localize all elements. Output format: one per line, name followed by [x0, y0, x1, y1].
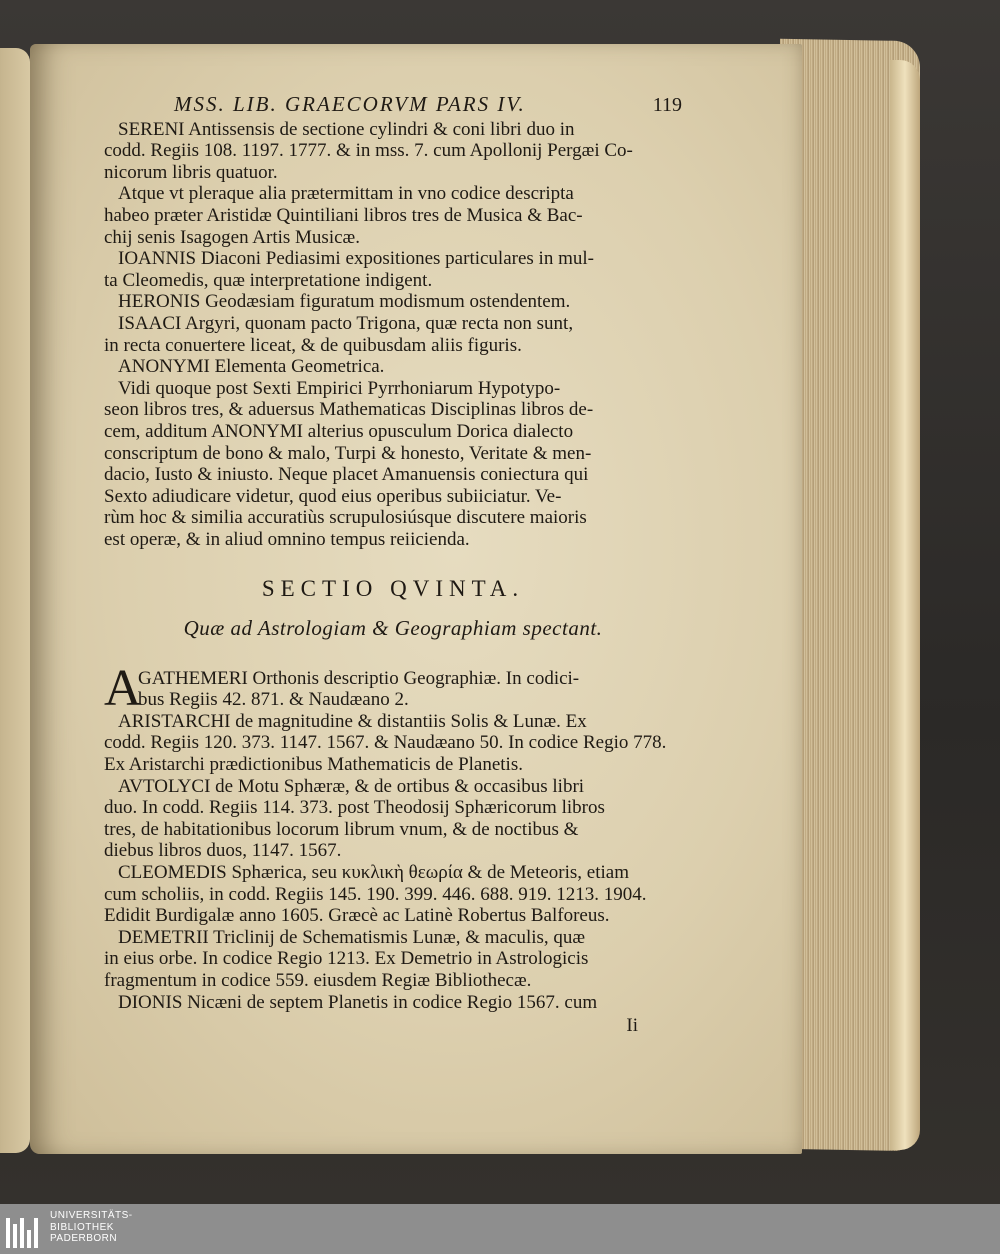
text-line: bus Regiis 42. 871. & Naudæano 2.	[138, 689, 409, 711]
text-line: tres, de habitationibus locorum librum vnum, & de noctibus &	[104, 818, 579, 840]
page-number: 119	[652, 94, 682, 116]
text-line: SERENI Antissensis de sectione cylindri & coni libri duo in	[118, 118, 575, 140]
paragraph	[104, 378, 682, 551]
text-line: duo. In codd. Regiis 114. 373. post Theodosij Sphæricorum libros	[104, 797, 605, 819]
text-line: Edidit Burdigalæ anno 1605. Græcè ac Latinè Robertus Balforeus.	[104, 905, 610, 927]
text-line: diebus libros duos, 1147. 1567.	[104, 840, 342, 862]
text-line: ANONYMI Elementa Geometrica.	[118, 356, 385, 378]
library-name-line: UNIVERSITÄTS-	[50, 1210, 133, 1221]
text-line: seon libros tres, & aduersus Mathematicas Disciplinas libros de-	[104, 399, 594, 421]
vellum-binding	[890, 60, 920, 1150]
section-subtitle: Quæ ad Astrologiam & Geographiam spectant.	[183, 616, 603, 641]
text-line: chij senis Isagogen Artis Musicæ.	[104, 226, 360, 248]
paragraph	[104, 356, 682, 378]
right-page	[30, 44, 802, 1154]
text-line: cum scholiis, in codd. Regiis 145. 190. 399. 446. 688. 919. 1213. 1904.	[104, 883, 647, 905]
paragraph	[104, 927, 682, 992]
text-line: ISAACI Argyri, quonam pacto Trigona, quæ recta non sunt,	[118, 312, 574, 334]
library-logo-icon	[6, 1212, 40, 1248]
text-line: ARISTARCHI de magnitudine & distantiis Solis & Lunæ. Ex	[118, 710, 587, 732]
paragraph	[104, 711, 682, 776]
paragraph	[104, 862, 682, 927]
text-line: dacio, Iusto & iniusto. Neque placet Amanuensis coniectura qui	[104, 464, 589, 486]
text-line: Sexto adiudicare videtur, quod eius operibus subiiciatur. Ve-	[104, 485, 562, 507]
text-line: habeo præter Aristidæ Quintiliani libros tres de Musica & Bac-	[104, 204, 583, 226]
text-line: est operæ, & in aliud omnino tempus reiicienda.	[104, 528, 470, 550]
section-title: SECTIO QVINTA.	[261, 576, 525, 602]
paragraph	[104, 291, 682, 313]
library-name	[50, 1210, 133, 1245]
text-line: rùm hoc & similia accuratiùs scrupulosiúsque discutere maioris	[104, 507, 587, 529]
paragraph	[104, 119, 682, 184]
text-line: Atque vt pleraque alia prætermittam in vno codice descripta	[118, 183, 574, 205]
signature-mark: Ii	[626, 1015, 638, 1037]
paragraph	[104, 248, 682, 291]
first-paragraph	[104, 659, 682, 717]
text-line: HERONIS Geodæsiam figuratum modismum ostendentem.	[118, 291, 571, 313]
paragraph	[104, 183, 682, 248]
top-paragraphs	[104, 119, 682, 551]
text-line: in recta conuertere liceat, & de quibusdam aliis figuris.	[104, 334, 522, 356]
text-line: CLEOMEDIS Sphærica, seu κυκλικὴ θεωρία & de Meteoris, etiam	[118, 862, 630, 883]
text-line: codd. Regiis 120. 373. 1147. 1567. & Naudæano 50. In codice Regio 778.	[104, 732, 667, 754]
running-title: MSS. LIB. GRAECORVM PARS IV.	[174, 92, 526, 116]
text-line: codd. Regiis 108. 1197. 1777. & in mss. 7. cum Apollonij Pergæi Co-	[104, 140, 633, 162]
library-name-line: BIBLIOTHEK	[50, 1221, 114, 1233]
left-page-edge	[0, 48, 30, 1153]
text-line: IOANNIS Diaconi Pediasimi expositiones particulares in mul-	[118, 248, 594, 270]
bottom-paragraphs	[104, 711, 682, 1013]
text-line: nicorum libris quatuor.	[104, 161, 278, 183]
text-line: DIONIS Nicæni de septem Planetis in codice Regio 1567. cum	[118, 991, 598, 1013]
text-line: fragmentum in codice 559. eiusdem Regiæ Bibliothecæ.	[104, 969, 532, 991]
text-line: cem, additum ANONYMI alterius opusculum Dorica dialecto	[104, 420, 574, 442]
page-text	[104, 94, 682, 1037]
text-line: AVTOLYCI de Motu Sphæræ, & de ortibus & occasibus libri	[118, 775, 585, 797]
running-header	[174, 94, 682, 117]
text-line: Vidi quoque post Sexti Empirici Pyrrhoniarum Hypotypo-	[118, 377, 561, 399]
paragraph	[104, 313, 682, 356]
text-line: ta Cleomedis, quæ interpretatione indigent.	[104, 269, 433, 291]
text-line: conscriptum de bono & malo, Turpi & honesto, Veritate & men-	[104, 442, 592, 464]
text-line: DEMETRII Triclinij de Schematismis Lunæ, & maculis, quæ	[118, 926, 586, 948]
paragraph	[104, 992, 682, 1014]
library-footer	[0, 1204, 1000, 1254]
paragraph	[104, 776, 682, 862]
drop-cap: A	[104, 659, 142, 717]
text-line: Ex Aristarchi prædictionibus Mathematicis de Planetis.	[104, 754, 523, 776]
library-name-line: PADERBORN	[50, 1233, 118, 1244]
text-line: in eius orbe. In codice Regio 1213. Ex Demetrio in Astrologicis	[104, 948, 589, 970]
text-line: GATHEMERI Orthonis descriptio Geographiæ. In codici-	[138, 667, 580, 689]
